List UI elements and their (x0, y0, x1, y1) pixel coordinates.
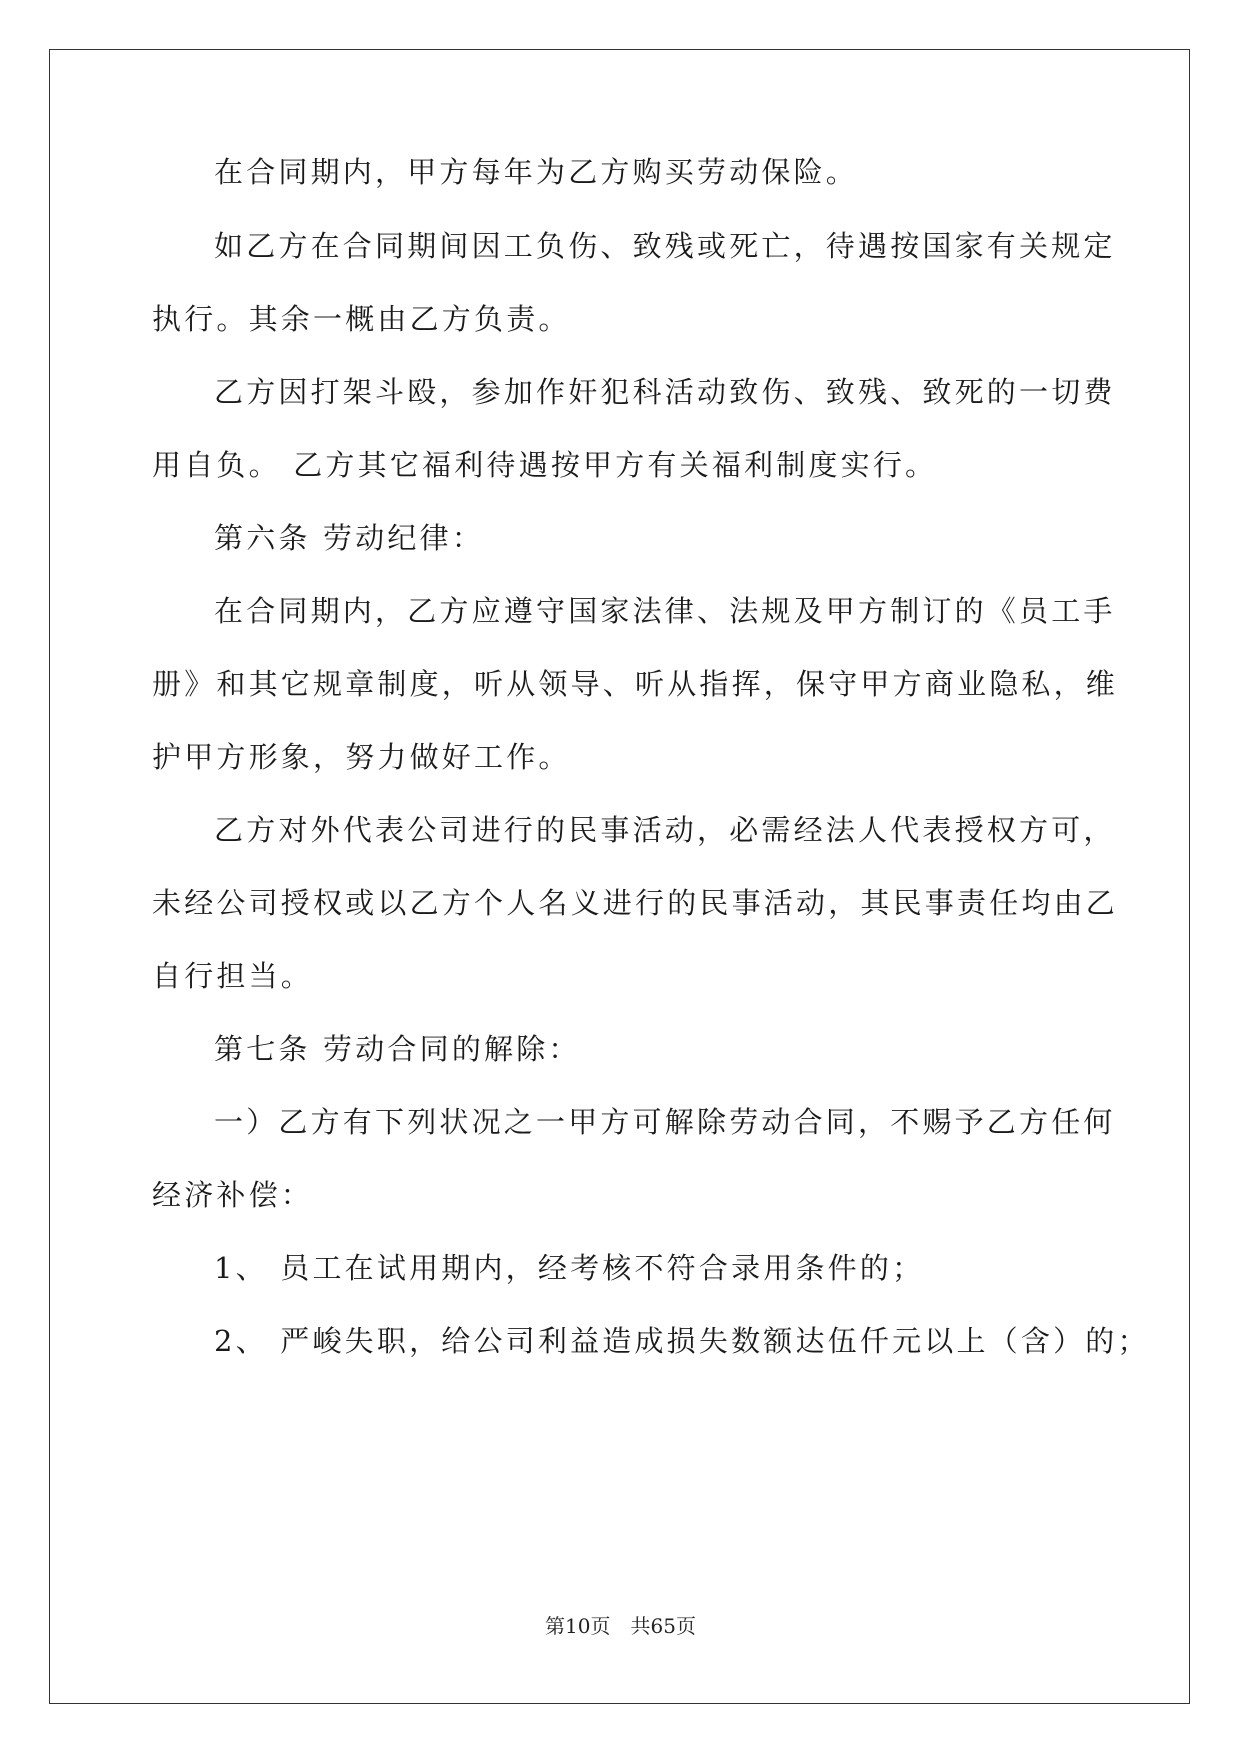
paragraph-line: 执行。其余一概由乙方负责。 (152, 302, 571, 336)
paragraph-line: 未经公司授权或以乙方个人名义进行的民事活动，其民事责任均由乙 (152, 886, 1119, 920)
page-border (49, 49, 1190, 1704)
paragraph-line: 在合同期内，乙方应遵守国家法律、法规及甲方制订的《员工手 (214, 594, 1116, 628)
list-item: 1、 员工在试用期内，经考核不符合录用条件的； (214, 1251, 925, 1285)
paragraph-line: 乙方因打架斗殴，参加作奸犯科活动致伤、致残、致死的一切费 (214, 375, 1116, 409)
paragraph-line: 一）乙方有下列状况之一甲方可解除劳动合同，不赐予乙方任何 (214, 1105, 1116, 1139)
paragraph-line: 经济补偿： (152, 1178, 314, 1212)
page-footer (0, 1612, 1241, 1640)
section-heading: 第六条 劳动纪律： (214, 521, 485, 555)
section-heading: 第七条 劳动合同的解除： (214, 1032, 581, 1066)
paragraph-line: 护甲方形象，努力做好工作。 (152, 740, 571, 774)
page-number: 第10页 共65页 (545, 1614, 696, 1638)
paragraph-line: 如乙方在合同期间因工负伤、致残或死亡，待遇按国家有关规定 (214, 229, 1116, 263)
paragraph-line: 用自负。 乙方其它福利待遇按甲方有关福利制度实行。 (152, 448, 938, 482)
paragraph-line: 在合同期内，甲方每年为乙方购买劳动保险。 (214, 155, 859, 189)
paragraph-line: 自行担当。 (152, 959, 314, 993)
paragraph-line: 乙方对外代表公司进行的民事活动，必需经法人代表授权方可， (214, 813, 1116, 847)
paragraph-line: 册》和其它规章制度，听从领导、听从指挥，保守甲方商业隐私，维 (152, 667, 1119, 701)
list-item: 2、 严峻失职，给公司利益造成损失数额达伍仟元以上（含）的； (214, 1324, 1150, 1358)
